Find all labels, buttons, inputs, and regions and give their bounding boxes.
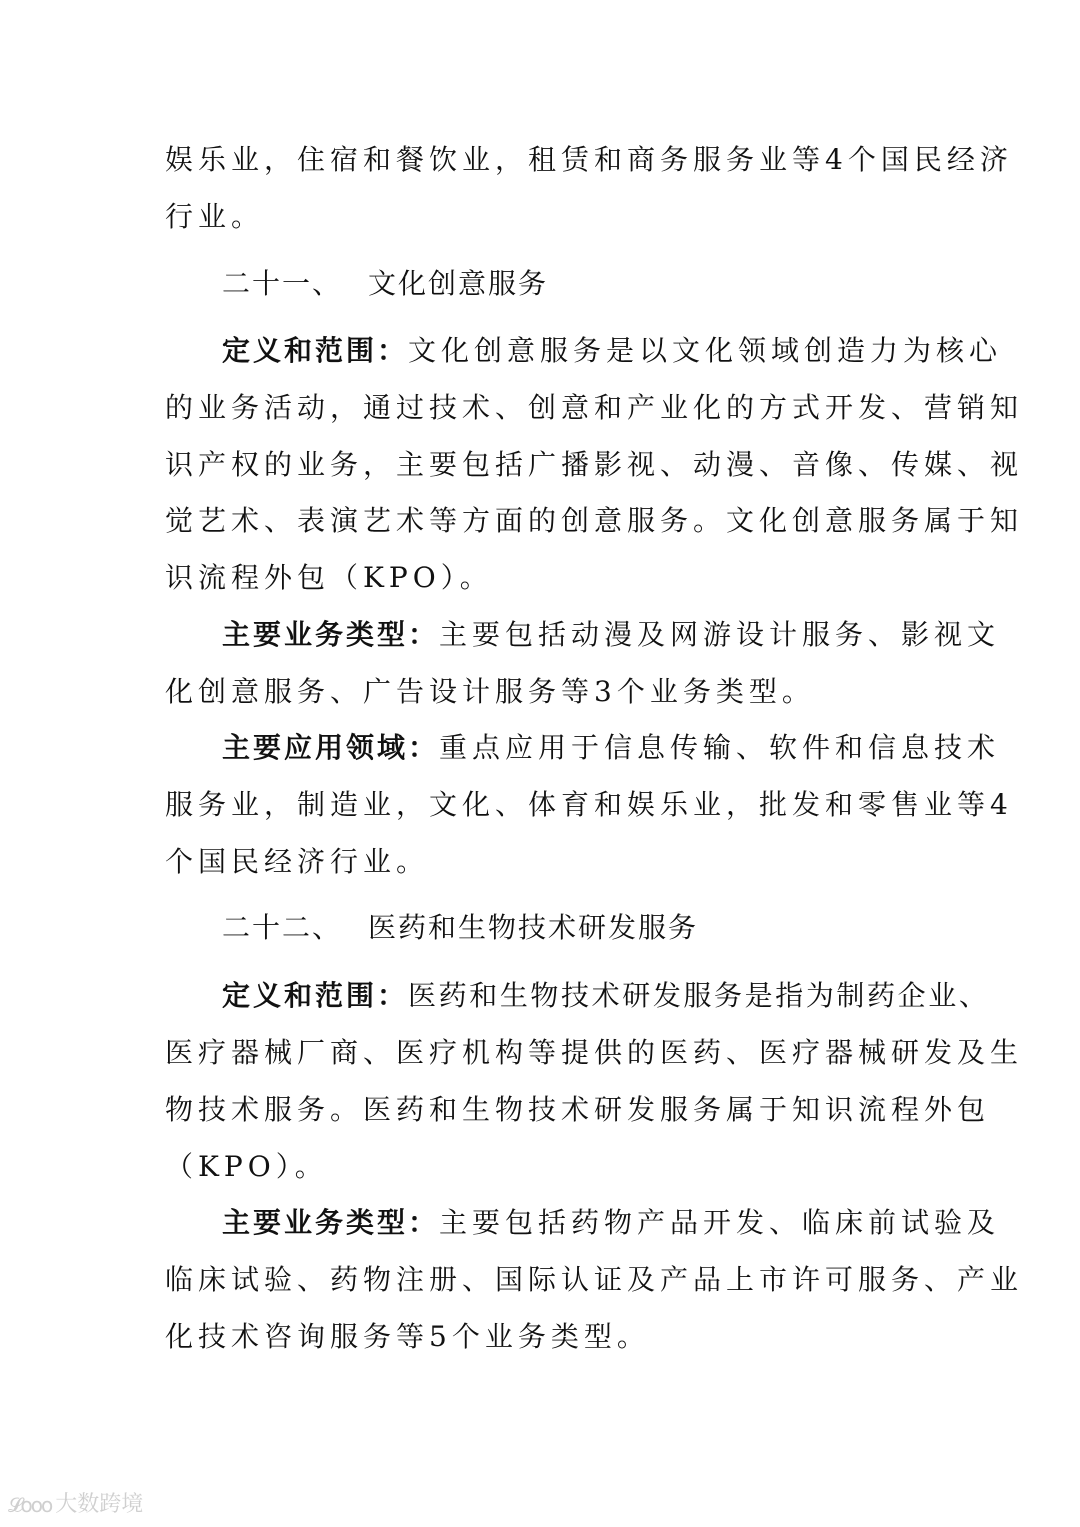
business-types-label: 主要业务类型： <box>222 1206 440 1239</box>
text-line: 识产权的业务，主要包括广播影视、动漫、音像、传媒、视 <box>165 448 1024 481</box>
application-label: 主要应用领域： <box>222 731 440 764</box>
watermark <box>8 1492 143 1518</box>
watermark-text: 大数跨境 <box>55 1492 144 1517</box>
paragraph-business-types-21 <box>222 615 1000 655</box>
text-fragment: 主要包括药物产品开发、临床前试验及 <box>439 1206 1001 1239</box>
text-line: 觉艺术、表演艺术等方面的创意服务。文化创意服务属于知 <box>165 504 1024 537</box>
text-fragment: 医药和生物技术研发服务是指为制药企业、 <box>408 979 990 1012</box>
text-line: 医疗器械厂商、医疗机构等提供的医药、医疗器械研发及生 <box>165 1036 1024 1069</box>
section-title: 医药和生物技术研发服务 <box>368 911 699 944</box>
section-number: 二十一、 <box>222 267 343 300</box>
text-line: 识流程外包（KPO）。 <box>165 561 493 594</box>
text-line: 娱乐业，住宿和餐饮业，租赁和商务服务业等4个国民经济 <box>165 143 1013 176</box>
section-heading-22 <box>222 908 698 948</box>
definition-label: 定义和范围： <box>222 979 409 1012</box>
text-fragment: 重点应用于信息传输、软件和信息技术 <box>439 731 1001 764</box>
watermark-logo-icon: 𝓛ooo <box>8 1493 52 1517</box>
text-line: 的业务活动，通过技术、创意和产业化的方式开发、营销知 <box>165 391 1024 424</box>
section-number: 二十二、 <box>222 911 343 944</box>
business-types-label: 主要业务类型： <box>222 618 440 651</box>
paragraph-business-types-22 <box>222 1203 1000 1243</box>
text-line: （KPO）。 <box>165 1150 328 1183</box>
text-line: 临床试验、药物注册、国际认证及产品上市许可服务、产业 <box>165 1263 1024 1296</box>
text-fragment: 主要包括动漫及网游设计服务、影视文 <box>439 618 1001 651</box>
text-line: 服务业，制造业，文化、体育和娱乐业，批发和零售业等4 <box>165 788 1013 821</box>
text-line: 物技术服务。医药和生物技术研发服务属于知识流程外包 <box>165 1093 991 1126</box>
paragraph-definition-22 <box>222 976 989 1016</box>
paragraph-definition-21 <box>222 331 1002 371</box>
text-line: 化创意服务、广告设计服务等3个业务类型。 <box>165 675 815 708</box>
section-heading-21 <box>222 264 548 304</box>
definition-label: 定义和范围： <box>222 334 409 367</box>
paragraph-application-21 <box>222 728 1000 768</box>
text-fragment: 文化创意服务是以文化领域创造力为核心 <box>408 334 1003 367</box>
section-title: 文化创意服务 <box>368 267 549 300</box>
text-line: 行业。 <box>165 200 265 233</box>
text-line: 化技术咨询服务等5个业务类型。 <box>165 1320 650 1353</box>
text-line: 个国民经济行业。 <box>165 845 430 878</box>
